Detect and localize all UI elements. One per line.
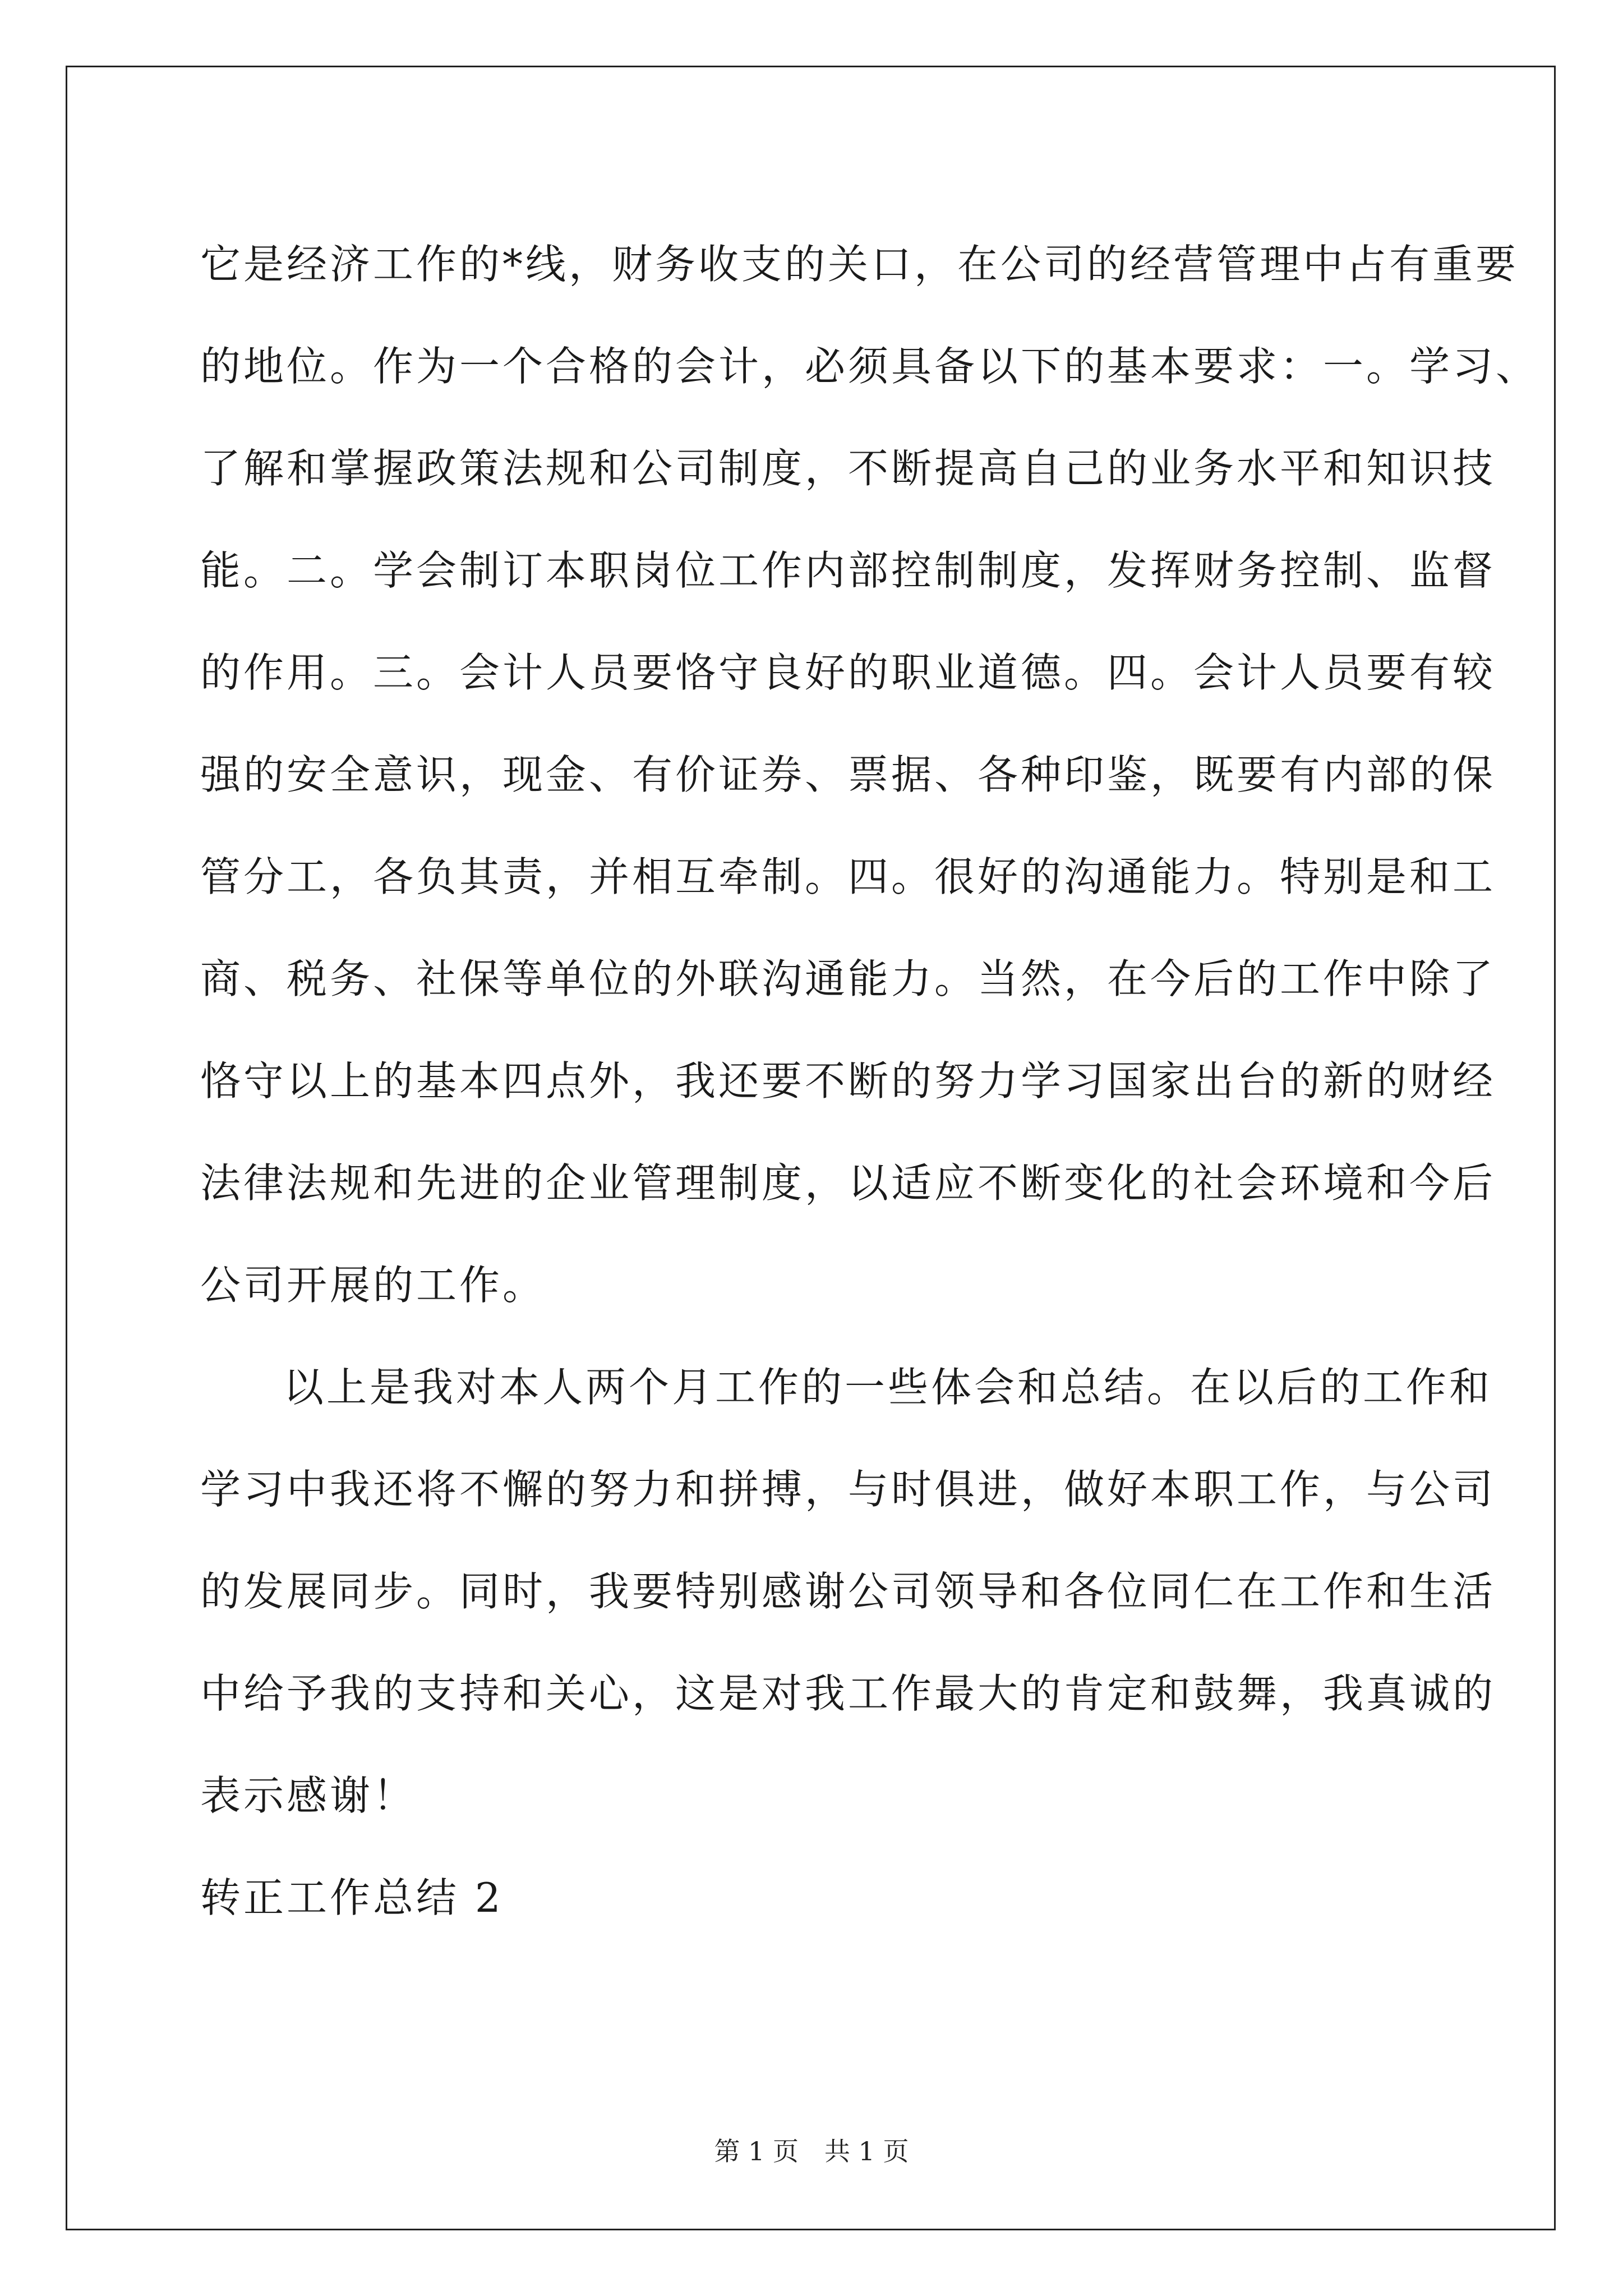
page-number-footer: 第 1 页 共 1 页 xyxy=(714,2136,909,2166)
section-heading: 转正工作总结 2 xyxy=(200,1874,504,1921)
text-line: 的作用。三。会计人员要恪守良好的职业道德。四。会计人员要有较 xyxy=(200,649,1496,696)
text-line: 学习中我还将不懈的努力和拼搏，与时俱进，做好本职工作，与公司 xyxy=(200,1466,1496,1513)
text-line: 管分工，各负其责，并相互牵制。四。很好的沟通能力。特别是和工 xyxy=(200,853,1496,900)
text-line: 它是经济工作的*线，财务收支的关口，在公司的经营管理中占有重要 xyxy=(200,241,1519,288)
text-line: 的发展同步。同时，我要特别感谢公司领导和各位同仁在工作和生活 xyxy=(200,1568,1496,1615)
document-body xyxy=(200,213,1539,1949)
text-line: 了解和掌握政策法规和公司制度，不断提高自己的业务水平和知识技 xyxy=(200,445,1496,492)
text-line: 商、税务、社保等单位的外联沟通能力。当然，在今后的工作中除了 xyxy=(200,955,1496,1002)
paragraph-1 xyxy=(200,213,1539,1336)
text-line: 的地位。作为一个合格的会计，必须具备以下的基本要求：一。学习、 xyxy=(200,343,1539,390)
text-line: 法律法规和先进的企业管理制度，以适应不断变化的社会环境和今后 xyxy=(200,1159,1496,1207)
text-line: 强的安全意识，现金、有价证券、票据、各种印鉴，既要有内部的保 xyxy=(200,751,1496,798)
text-line: 能。二。学会制订本职岗位工作内部控制制度，发挥财务控制、监督 xyxy=(200,547,1496,594)
text-line: 公司开展的工作。 xyxy=(200,1262,546,1309)
text-line: 恪守以上的基本四点外，我还要不断的努力学习国家出台的新的财经 xyxy=(200,1057,1496,1105)
text-line: 以上是我对本人两个月工作的一些体会和总结。在以后的工作和 xyxy=(283,1364,1493,1411)
paragraph-2 xyxy=(200,1336,1496,1847)
text-line: 表示感谢！ xyxy=(200,1772,417,1819)
text-line: 中给予我的支持和关心，这是对我工作最大的肯定和鼓舞，我真诚的 xyxy=(200,1670,1496,1717)
